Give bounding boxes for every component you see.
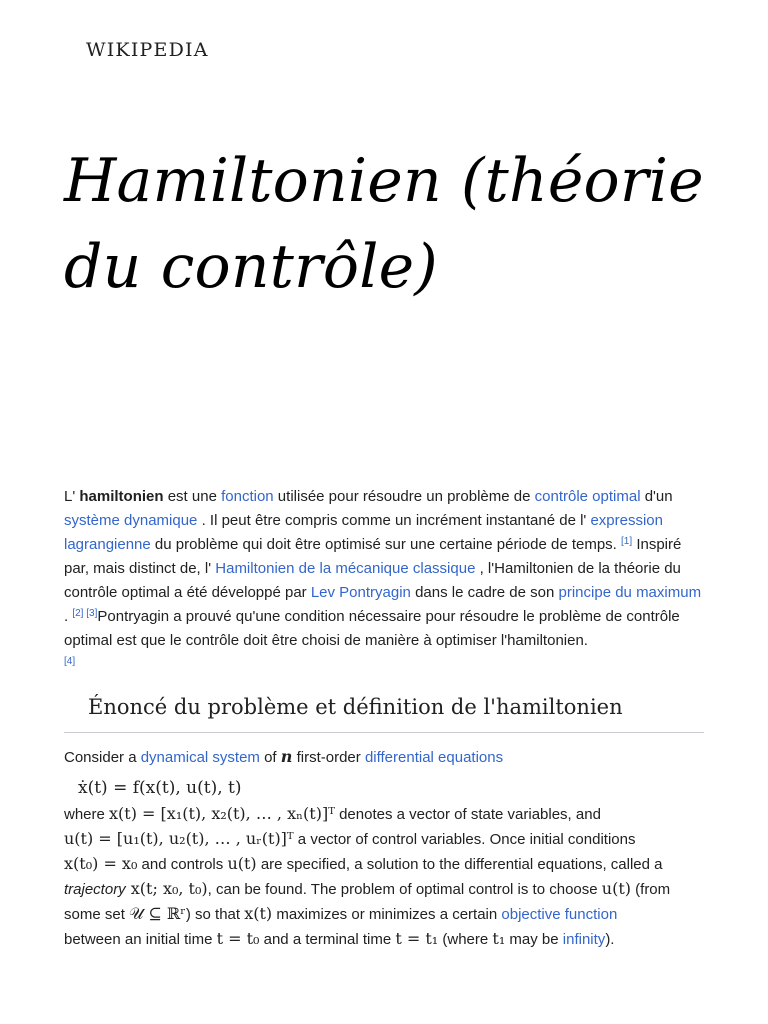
ref-1[interactable]: [1] xyxy=(621,536,633,547)
ref-4[interactable]: [4] xyxy=(64,656,76,667)
math-t1b: t₁ xyxy=(492,929,506,948)
text: est une xyxy=(163,488,222,505)
text: Consider a xyxy=(64,749,141,766)
text: and a terminal time xyxy=(259,931,396,948)
math-initial-condition: x(t₀) = x₀ xyxy=(64,854,138,873)
text: L' xyxy=(64,488,80,505)
text: . Il peut être compris comme un incrément instantané de l' xyxy=(197,512,591,529)
math-u: u(t) xyxy=(227,854,257,873)
text: where xyxy=(64,806,110,823)
article-content xyxy=(64,485,704,952)
wikipedia-wordmark[interactable]: WIKIPEDIA xyxy=(86,39,209,61)
section-paragraph-2 xyxy=(64,802,704,952)
link-infinity[interactable]: infinity xyxy=(562,931,606,948)
text: du problème qui doit être optimisé sur une certaine période de temps. xyxy=(150,536,622,553)
text: (where xyxy=(438,931,493,948)
text: Inspiré par, mais distinct de, l' xyxy=(64,536,682,577)
text: are specified, a solution to the differential equations, called a xyxy=(256,856,663,873)
link-fonction[interactable]: fonction xyxy=(221,488,274,505)
page-title: Hamiltonien (théorie du contrôle) xyxy=(64,146,704,302)
state-equation: ẋ(t) = f(x(t), u(t), t) xyxy=(78,778,242,798)
link-controle-optimal[interactable]: contrôle optimal xyxy=(534,488,641,505)
link-objective-function[interactable]: objective function xyxy=(501,906,618,923)
text: , l'Hamiltonien de la théorie du contrôle optimal a été développé par xyxy=(64,560,681,601)
text: , can be found. The problem of optimal control is to choose xyxy=(207,881,602,898)
text: (from some set xyxy=(64,881,671,923)
section-heading: Énoncé du problème et définition de l'hamiltonien xyxy=(64,677,704,733)
math-control-set: 𝒰 ⊆ ℝʳ xyxy=(129,904,186,923)
math-t0: t = t₀ xyxy=(216,929,260,948)
text: denotes a vector of state variables, and xyxy=(334,806,601,823)
text: a vector of control variables. Once initial conditions xyxy=(293,831,636,848)
text: d'un xyxy=(640,488,673,505)
text: ). xyxy=(605,931,615,948)
link-differential-equations[interactable]: differential equations xyxy=(364,749,504,766)
section-paragraph-1 xyxy=(64,745,704,770)
text: . xyxy=(64,608,73,625)
link-lev-pontryagin[interactable]: Lev Pontryagin xyxy=(310,584,411,601)
math-trajectory: x(t; x₀, t₀) xyxy=(125,879,208,898)
ref-2[interactable]: [2] xyxy=(72,608,84,619)
text: first-order xyxy=(292,749,365,766)
intro-paragraph xyxy=(64,485,704,677)
math-control-vector: u(t) = [u₁(t), u₂(t), … , uᵣ(t)]ᵀ xyxy=(64,829,294,848)
text: dans le cadre de son xyxy=(410,584,559,601)
text: maximizes or minimizes a certain xyxy=(272,906,502,923)
math-x: x(t) xyxy=(244,904,273,923)
math-n: n xyxy=(280,747,293,766)
link-systeme-dynamique[interactable]: système dynamique xyxy=(64,512,198,529)
text: Pontryagin a prouvé qu'une condition nécessaire pour résoudre le problème de contrôle optimal est que le contrôle doit être choisi de manière à optimiser l'hamiltonien. xyxy=(64,608,680,649)
text: and controls xyxy=(137,856,228,873)
text: between an initial time xyxy=(64,931,217,948)
text: ) so that xyxy=(185,906,245,923)
term-hamiltonien: hamiltonien xyxy=(79,488,164,505)
term-trajectory: trajectory xyxy=(64,881,126,898)
text: of xyxy=(259,749,281,766)
math-u-2: u(t) xyxy=(601,879,631,898)
ref-3[interactable]: [3] xyxy=(86,608,98,619)
link-hamiltonien-mecanique[interactable]: Hamiltonien de la mécanique classique xyxy=(215,560,476,577)
math-t1: t = t₁ xyxy=(395,929,439,948)
text: utilisée pour résoudre un problème de xyxy=(273,488,535,505)
link-principe-du-maximum[interactable]: principe du maximum xyxy=(558,584,702,601)
link-expression-lagrangienne[interactable]: expression lagrangienne xyxy=(64,512,663,553)
link-dynamical-system[interactable]: dynamical system xyxy=(140,749,260,766)
text: may be xyxy=(505,931,563,948)
math-state-vector: x(t) = [x₁(t), x₂(t), … , xₙ(t)]ᵀ xyxy=(109,804,335,823)
